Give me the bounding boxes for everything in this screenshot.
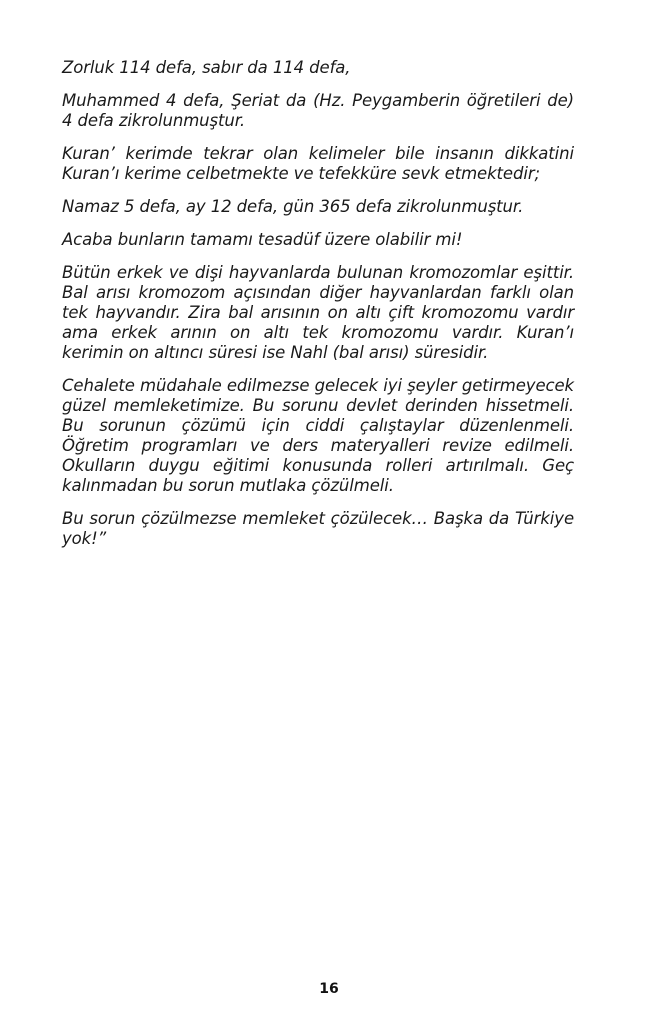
paragraph-1: Zorluk 114 defa, sabır da 114 defa, bbox=[62, 58, 351, 77]
paragraph-2: Muhammed 4 defa, Şeriat da (Hz. Peygamberin öğretileri de) 4 defa zikrolunmuştur. bbox=[62, 91, 574, 130]
paragraph-5: Acaba bunların tamamı tesadüf üzere olabilir mi! bbox=[62, 230, 463, 249]
paragraph-6: Bütün erkek ve dişi hayvanlarda bulunan kromozomlar eşittir. Bal arısı kromozom açısından diğer hayvanlardan farklı olan tek hayvandır. Zira bal arısının on altı çift kromozomu vardır ama erkek arının on altı tek kromozomu vardır. Kuran’ı kerimin on altıncı süresi ise Nahl (bal arısı) süresidir. bbox=[62, 263, 574, 362]
page-number: 16 bbox=[319, 981, 339, 997]
paragraph-3: Kuran’ kerimde tekrar olan kelimeler bile insanın dikkatini Kuran’ı kerime celbetmekte ve tefekküre sevk etmektedir; bbox=[62, 144, 574, 183]
paragraph-8: Bu sorun çözülmezse memleket çözülecek… Başka da Türkiye yok!” bbox=[62, 509, 574, 548]
paragraph-7: Cehalete müdahale edilmezse gelecek iyi şeyler getirmeyecek güzel memleketimize. Bu sorunu devlet derinden hissetmeli. Bu sorunun çözümü için ciddi çalıştaylar düzenlenmeli. Öğretim programları ve ders materyalleri revize edilmeli. Okulların duygu eğitimi konusunda rolleri artırılmalı. Geç kalınmadan bu sorun mutlaka çözülmeli. bbox=[62, 376, 574, 495]
paragraph-4: Namaz 5 defa, ay 12 defa, gün 365 defa zikrolunmuştur. bbox=[62, 197, 524, 216]
page-body bbox=[62, 58, 574, 562]
